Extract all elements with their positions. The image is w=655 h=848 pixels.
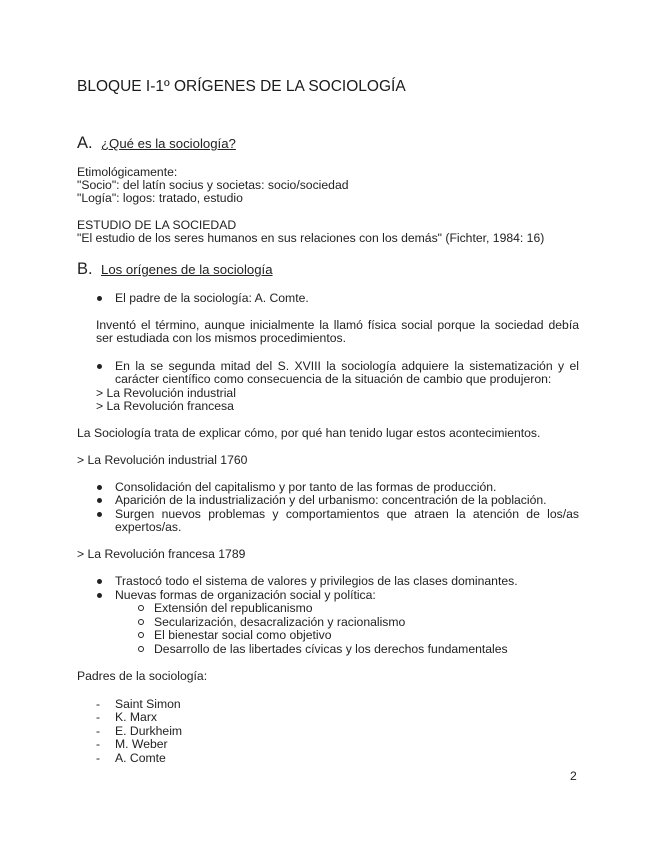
etymology-logia: "Logía": logos: tratado, estudio [77,191,243,205]
fathers-list-item: - E. Durkheim [115,725,182,738]
section-b-heading: Los orígenes de la sociología [101,262,273,277]
explain-text: La Sociología trata de explicar cómo, por qué han tenido lugar estos acontecimientos. [77,426,541,440]
fathers-label: Padres de la sociología: [77,669,208,683]
section-b-letter: B. [77,260,93,278]
bullet-father: El padre de la sociología: A. Comte. [115,291,309,305]
section-a-letter: A. [77,134,93,152]
definition-quote: "El estudio de los seres humanos en sus relaciones con los demás" (Fichter, 1984: 16) [77,231,545,245]
rev-industrial-short: > La Revolución industrial [96,386,236,400]
page-number: 2 [570,769,577,783]
section-a-heading: ¿Qué es la sociología? [101,136,236,151]
sub-list-item: Secularización, desacralización y racionalismo [154,615,406,629]
sub-list-item: Desarrollo de las libertades cívicas y los derechos fundamentales [154,642,508,656]
sub-list-item: Extensión del republicanismo [154,601,313,615]
list-item: Aparición de la industrialización y del urbanismo: concentración de la población. [115,493,547,507]
list-item: Consolidación del capitalismo y por tanto de las formas de producción. [115,480,497,494]
paragraph-comte: Inventó el término, aunque inicialmente la llamó física social porque la sociedad debía ser estudiada con los mismos procedimientos. [96,318,579,345]
sub-list-item: El bienestar social como objetivo [154,628,332,642]
list-item: Trastocó todo el sistema de valores y privilegios de las clases dominantes. [115,574,518,588]
fathers-list-item: - Saint Simon [115,698,181,711]
rev-french-heading: > La Revolución francesa 1789 [77,547,246,561]
study-label: ESTUDIO DE LA SOCIEDAD [77,218,237,232]
fathers-list-item: - A. Comte [115,752,166,765]
etymology-label: Etimológicamente: [77,165,178,179]
list-item: Nuevas formas de organización social y política: [115,588,376,602]
list-item: Surgen nuevos problemas y comportamientos que atraen la atención de los/as expertos/as. [115,507,579,534]
rev-french-short: > La Revolución francesa [96,399,234,413]
fathers-list-item: - M. Weber [115,738,168,751]
fathers-list-item: - K. Marx [115,711,157,724]
etymology-socio: "Socio": del latín socius y societas: socio/sociedad [77,178,349,192]
page-title: BLOQUE I-1º ORÍGENES DE LA SOCIOLOGÍA [77,78,406,95]
bullet-second-half: En la se segunda mitad del S. XVIII la sociología adquiere la sistematización y el carácter científico como consecuencia de la situación de cambio que produjeron: [115,359,579,386]
rev-industrial-heading: > La Revolución industrial 1760 [77,453,248,467]
